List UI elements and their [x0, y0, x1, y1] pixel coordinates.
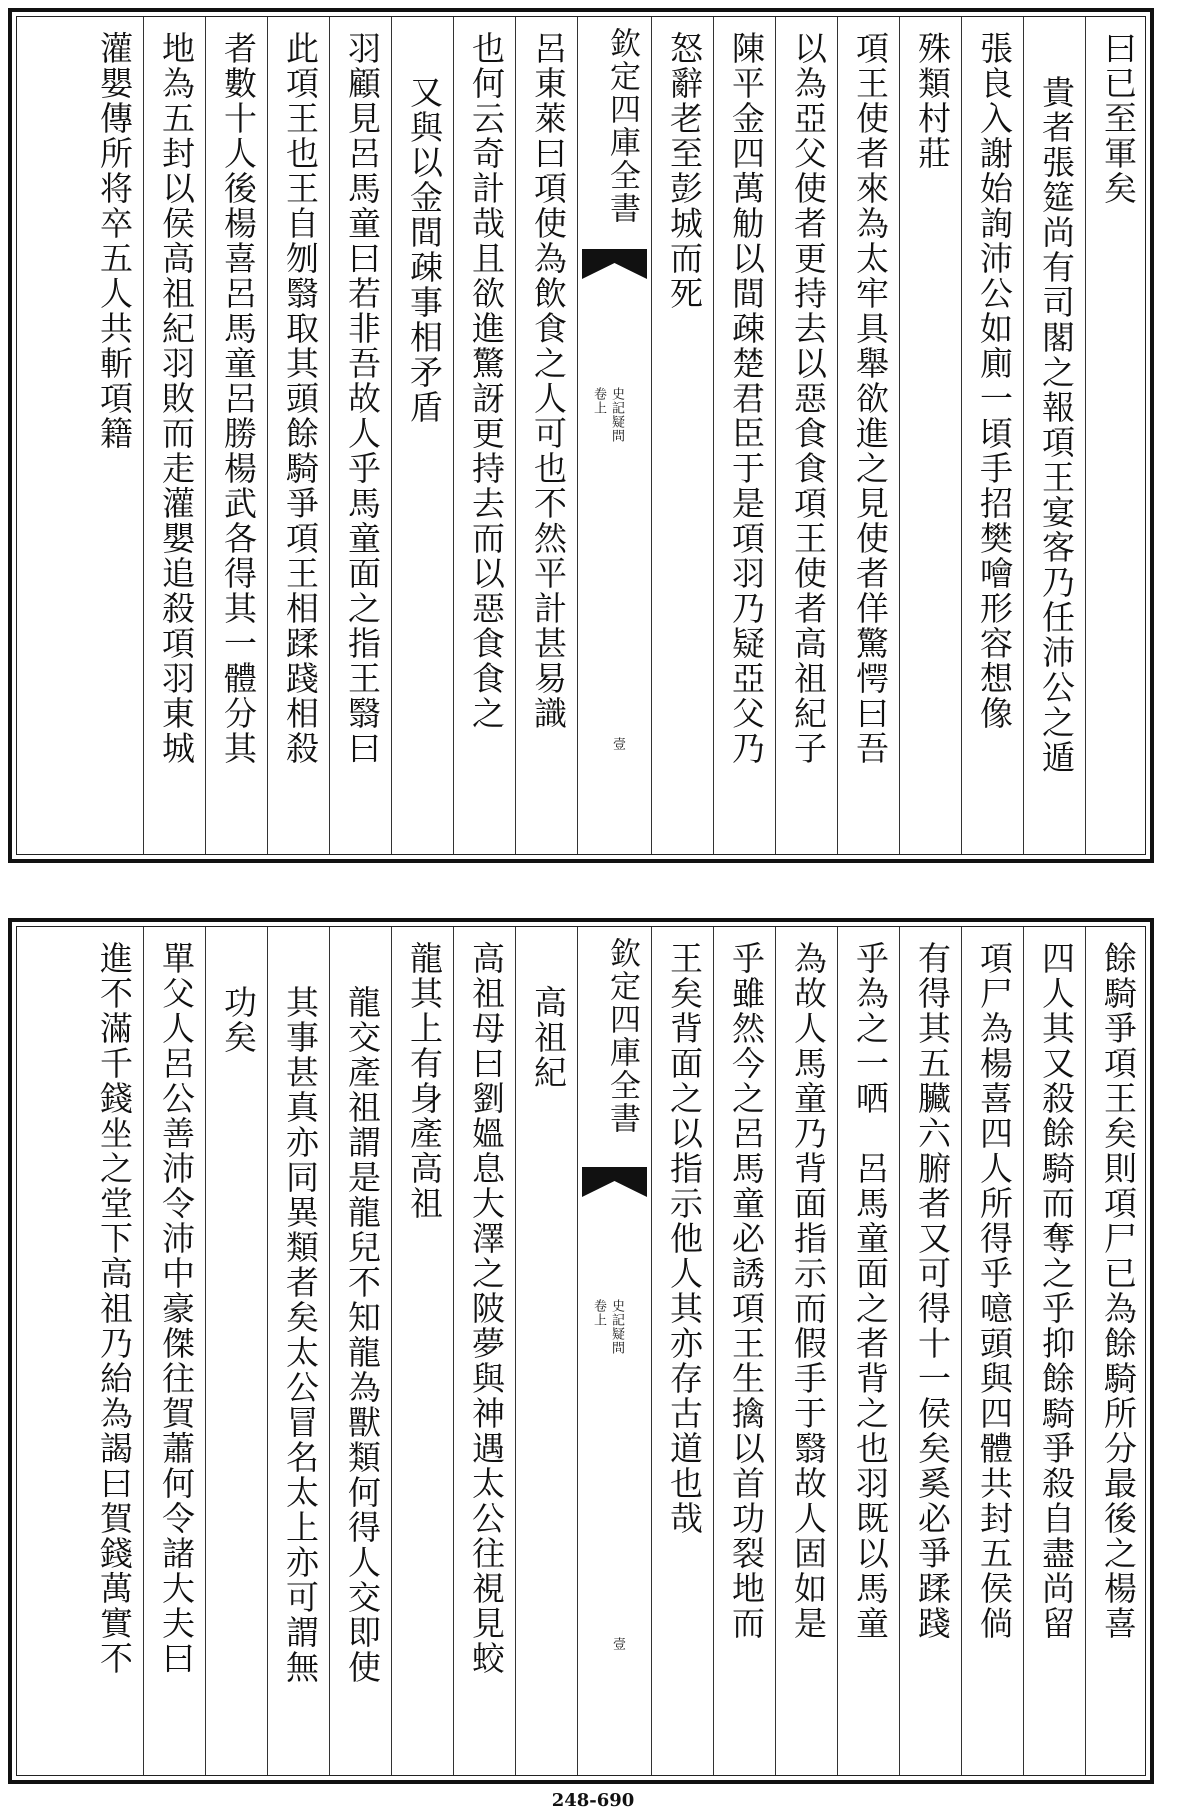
- top-center-pagenum: 壹: [610, 737, 625, 750]
- bottom-col-4: [899, 927, 961, 1775]
- top-col-10-text: 也何云奇計哉且欲進驚訝更持去而以惡食食之: [467, 31, 506, 731]
- bottom-center-title: 欽定四庫全書: [604, 937, 640, 1135]
- bottom-col-16-text: 進不滿千錢坐之堂下高祖乃紿為謁曰賀錢萬實不: [95, 941, 134, 1676]
- top-col-1: [1085, 17, 1147, 854]
- top-col-16: [81, 17, 143, 854]
- bottom-col-3-text: 項尸為楊喜四人所得乎噫頭與四體共封五侯倘: [975, 941, 1014, 1641]
- bottom-col-7-text: 乎雖然今之呂馬童必誘項王生擒以首功裂地而: [727, 941, 766, 1641]
- bottom-col-7: [713, 927, 775, 1775]
- bottom-col-2-text: 四人其又殺餘騎而奪之乎抑餘騎爭殺自盡尚留: [1037, 941, 1076, 1641]
- top-col-2: [1023, 17, 1085, 854]
- bottom-col-3: [961, 927, 1023, 1775]
- top-col-4-text: 殊類村莊: [913, 31, 952, 171]
- top-col-6-text: 以為亞父使者更持去以惡食食項王使者高祖紀子: [789, 31, 828, 766]
- top-col-11-text: 又與以金間疎事相矛盾: [405, 75, 444, 425]
- bottom-col-13: [267, 927, 329, 1775]
- bottom-col-15-text: 單父人呂公善沛令沛中豪傑往賀蕭何令諸大夫曰: [157, 941, 196, 1676]
- top-col-8: [651, 17, 713, 854]
- bottom-col-5: [837, 927, 899, 1775]
- top-center-title: 欽定四庫全書: [604, 27, 640, 225]
- bottom-col-8-text: 王矣背面之以指示他人其亦存古道也哉: [665, 941, 704, 1536]
- top-col-8-text: 怒辭老至彭城而死: [665, 31, 704, 311]
- bottom-col-12-text: 龍交產祖謂是龍兒不知龍為獸類何得人交即使: [343, 985, 382, 1685]
- top-col-15: [143, 17, 205, 854]
- bottom-col-9-text: 高祖紀: [529, 985, 568, 1090]
- top-col-3: [961, 17, 1023, 854]
- top-col-1-text: 曰已至軍矣: [1099, 31, 1138, 206]
- top-col-12: [329, 17, 391, 854]
- top-col-2-text: 貴者張筵尚有司閣之報項王宴客乃任沛公之遁: [1037, 75, 1076, 775]
- top-col-13: [267, 17, 329, 854]
- bottom-col-16: [81, 927, 143, 1775]
- top-col-4: [899, 17, 961, 854]
- bottom-page-frame: [16, 926, 1146, 1776]
- bottom-col-8: [651, 927, 713, 1775]
- top-col-14-text: 者數十人後楊喜呂馬童呂勝楊武各得其一體分其: [219, 31, 258, 766]
- bottom-col-6: [775, 927, 837, 1775]
- bottom-col-14-text: 功矣: [219, 985, 258, 1055]
- top-center-volume: 卷上: [591, 387, 606, 415]
- top-col-7: [713, 17, 775, 854]
- bottom-col-9: [515, 927, 577, 1775]
- bottom-col-15: [143, 927, 205, 1775]
- top-page-frame: [16, 16, 1146, 855]
- bottom-center-pagenum: 壹: [610, 1637, 625, 1650]
- top-col-5: [837, 17, 899, 854]
- top-col-12-text: 羽顧見呂馬童曰若非吾故人乎馬童面之指王翳曰: [343, 31, 382, 766]
- top-col-3-text: 張良入謝始詢沛公如廁一頃手招樊噲形容想像: [975, 31, 1014, 731]
- top-col-9-text: 呂東萊曰項使為飲食之人可也不然平計甚易識: [529, 31, 568, 731]
- top-col-6: [775, 17, 837, 854]
- top-col-5-text: 項王使者來為太牢具舉欲進之見使者佯驚愕曰吾: [851, 31, 890, 766]
- bottom-page: [8, 918, 1154, 1784]
- top-center-column: [577, 17, 651, 854]
- top-col-14: [205, 17, 267, 854]
- top-col-10: [453, 17, 515, 854]
- top-center-book: 史記疑問: [609, 387, 624, 443]
- top-col-7-text: 陳平金四萬觔以間疎楚君臣于是項羽乃疑亞父乃: [727, 31, 766, 766]
- bottom-col-1-text: 餘騎爭項王矣則項尸已為餘騎所分最後之楊喜: [1099, 941, 1138, 1641]
- bottom-col-10: [453, 927, 515, 1775]
- bottom-center-book: 史記疑問: [609, 1299, 624, 1355]
- bottom-col-12: [329, 927, 391, 1775]
- bottom-col-6-text: 為故人馬童乃背面指示而假手于翳故人固如是: [789, 941, 828, 1641]
- page-footer-number: 248-690: [551, 1790, 635, 1811]
- bottom-center-column: [577, 927, 651, 1775]
- bottom-col-14: [205, 927, 267, 1775]
- top-col-9: [515, 17, 577, 854]
- bottom-col-5-text: 乎為之一哂 呂馬童面之者背之也羽既以馬童: [851, 941, 890, 1641]
- bottom-col-1: [1085, 927, 1147, 1775]
- top-col-15-text: 地為五封以侯高祖紀羽敗而走灌嬰追殺項羽東城: [157, 31, 196, 766]
- bottom-center-volume: 卷上: [591, 1299, 606, 1327]
- bottom-col-10-text: 高祖母曰劉媼息大澤之陂夢與神遇太公往視見蛟: [467, 941, 506, 1676]
- top-col-13-text: 此項王也王自刎翳取其頭餘騎爭項王相蹂踐相殺: [281, 31, 320, 766]
- bottom-col-11-text: 龍其上有身產高祖: [405, 941, 444, 1221]
- bottom-col-13-text: 其事甚真亦同異類者矣太公冒名太上亦可謂無: [281, 985, 320, 1685]
- top-fishtail-mark: [582, 249, 647, 279]
- top-col-16-text: 灌嬰傳所将卒五人共斬項籍: [95, 31, 134, 451]
- bottom-col-4-text: 有得其五臟六腑者又可得十一侯矣奚必爭蹂踐: [913, 941, 952, 1641]
- bottom-fishtail-mark: [582, 1167, 647, 1197]
- bottom-col-2: [1023, 927, 1085, 1775]
- top-col-11: [391, 17, 453, 854]
- bottom-col-11: [391, 927, 453, 1775]
- top-page: [8, 8, 1154, 863]
